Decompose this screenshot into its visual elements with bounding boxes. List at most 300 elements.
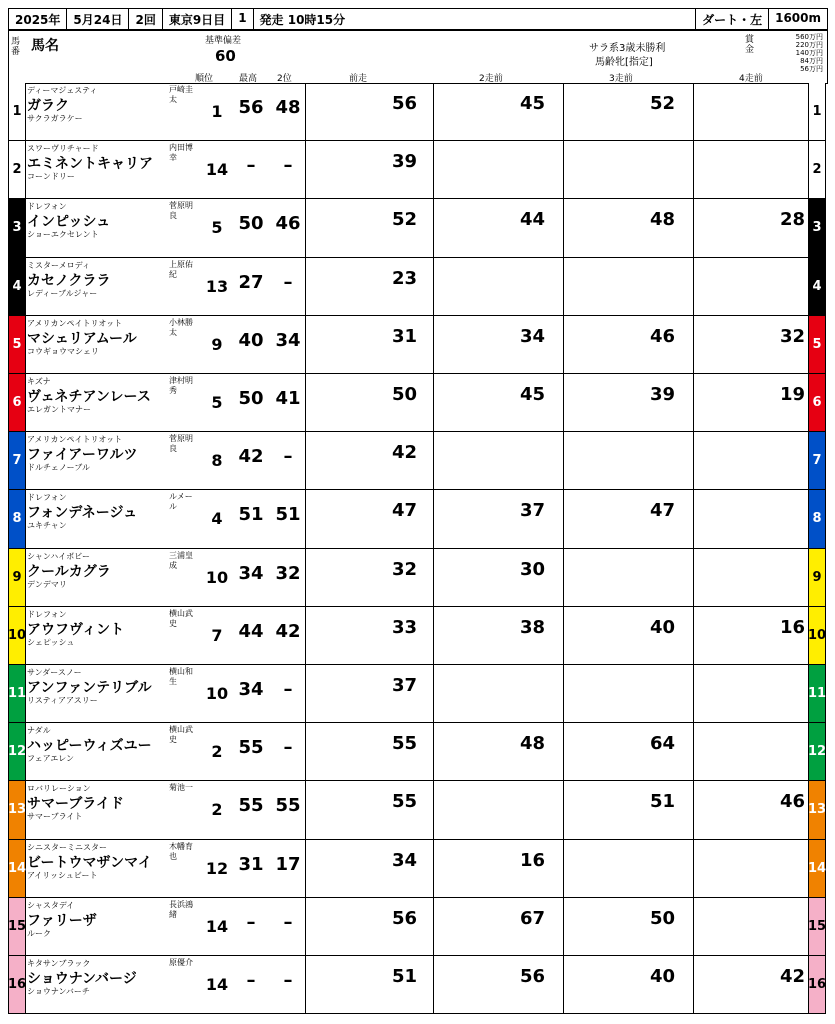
race-score: 47: [391, 500, 417, 522]
race-score: 16: [779, 616, 805, 638]
race-score: 42: [391, 442, 417, 464]
horse-jockey: 戸崎圭太: [169, 85, 193, 104]
race-divider: [433, 374, 434, 431]
horse-second: 55: [275, 795, 301, 817]
race-score: 50: [649, 907, 675, 929]
horse-dam: アイリッシュビート: [27, 870, 98, 880]
race-divider: [693, 607, 694, 664]
horse-number-right: 14: [808, 840, 825, 897]
race-divider: [305, 781, 306, 838]
horse-name[interactable]: アウフヴィント: [27, 621, 125, 638]
race-score: 28: [779, 209, 805, 231]
horse-name[interactable]: インピッシュ: [27, 214, 111, 231]
past-race-1[interactable]: [307, 958, 435, 1011]
past-race-3[interactable]: [565, 434, 693, 487]
horse-number-left: 2: [9, 141, 26, 198]
past-race-2[interactable]: [435, 201, 563, 254]
horse-sire: サンダースノー: [27, 668, 82, 677]
race-divider: [433, 432, 434, 489]
horse-number-left: 13: [9, 781, 26, 838]
horse-sire: シャスタデイ: [27, 900, 75, 910]
horse-jockey: 横山武史: [169, 608, 193, 628]
past-race-1[interactable]: [307, 85, 435, 138]
race-divider: [433, 549, 434, 606]
past-race-4[interactable]: [695, 958, 823, 1011]
horse-sire: アメリカンペイトリオット: [27, 318, 123, 328]
horse-name[interactable]: ビートウマザンマイ: [27, 854, 152, 871]
column-header: [8, 30, 828, 84]
horse-best: 50: [238, 388, 264, 409]
race-score: 51: [649, 791, 675, 813]
horse-best: 34: [238, 562, 264, 584]
horse-second: 17: [275, 853, 301, 875]
past-race-4[interactable]: [695, 900, 823, 953]
past-race-4[interactable]: [695, 842, 823, 895]
horse-number-left: 7: [9, 432, 26, 489]
horse-row[interactable]: [8, 83, 826, 141]
race-score: 37: [391, 675, 417, 696]
horse-jockey: 横山和生: [169, 667, 193, 686]
past-race-2[interactable]: [435, 434, 563, 487]
horse-jockey: 木幡育也: [169, 841, 193, 861]
race-divider: [433, 723, 434, 780]
prize-label: 賞金: [745, 35, 755, 55]
race-divider: [563, 83, 564, 140]
race-score: 34: [391, 849, 417, 871]
past-race-4[interactable]: [695, 318, 823, 371]
race-score: 40: [649, 616, 675, 638]
race-divider: [563, 723, 564, 780]
horse-row[interactable]: [8, 956, 826, 1014]
race-score: 52: [391, 209, 417, 231]
race-score: 40: [649, 966, 675, 987]
past-race-4[interactable]: [695, 783, 823, 836]
race-divider: [433, 490, 434, 547]
race-surface: ダート・左: [696, 9, 769, 29]
past-race-1[interactable]: [307, 725, 435, 778]
past-race-3[interactable]: [565, 492, 693, 545]
horse-name[interactable]: ファリーザ: [27, 912, 97, 929]
base-dev-label: 基準偏差: [205, 36, 242, 46]
race-divider: [433, 141, 434, 198]
race-score: 47: [649, 500, 675, 522]
horse-name[interactable]: エミネントキャリア: [27, 156, 153, 173]
horse-number-left: 9: [9, 549, 26, 606]
col-best: 最高: [239, 74, 258, 84]
race-year: 2025年: [9, 9, 67, 29]
race-score: 39: [649, 384, 675, 405]
race-score: 45: [519, 384, 545, 405]
race-number: 1: [232, 9, 253, 29]
col-prev3: 3走前: [609, 74, 633, 84]
race-score: 56: [391, 93, 417, 114]
past-race-3[interactable]: [565, 667, 693, 720]
past-race-4[interactable]: [695, 143, 823, 196]
race-divider: [563, 898, 564, 955]
horse-row[interactable]: [8, 432, 826, 490]
horse-number-right: 13: [808, 781, 825, 838]
horse-number-left: 3: [9, 199, 26, 256]
race-score: 67: [519, 907, 545, 929]
horse-name[interactable]: サマーブライド: [27, 796, 124, 813]
horse-sire: アメリカンペイトリオット: [27, 435, 123, 445]
horse-dam: ユキチャン: [27, 521, 67, 531]
past-race-1[interactable]: [307, 434, 435, 487]
past-race-2[interactable]: [435, 551, 563, 604]
horse-name[interactable]: アンファンテリブル: [27, 680, 152, 696]
horse-number-left: 8: [9, 490, 26, 547]
horse-row[interactable]: [8, 665, 826, 723]
race-header: [8, 8, 828, 30]
race-score: 33: [391, 616, 417, 638]
prize-list: [796, 33, 823, 73]
horse-sire: ドレフォン: [27, 493, 67, 503]
horse-jockey: 小林勝太: [169, 317, 193, 337]
race-weight-rule: 馬齢牝[指定]: [595, 57, 653, 68]
horse-best: 55: [238, 795, 264, 817]
horse-number-right: 7: [808, 432, 825, 489]
prize-2: 220万円: [795, 41, 823, 49]
race-divider: [433, 898, 434, 955]
horse-sire: ディーマジェスティ: [27, 86, 98, 95]
horse-dam: サマーブライト: [27, 812, 83, 822]
horse-best: 44: [238, 620, 264, 642]
horse-second: –: [283, 679, 293, 700]
race-score: 46: [649, 325, 675, 347]
past-race-1[interactable]: [307, 900, 435, 953]
race-score: 30: [519, 558, 545, 580]
race-score: 38: [519, 616, 545, 638]
horse-sire: キタサンブラック: [27, 959, 91, 968]
horse-second: –: [283, 737, 293, 759]
past-race-4[interactable]: [695, 492, 823, 545]
horse-number-right: 1: [808, 83, 825, 140]
past-race-4[interactable]: [695, 667, 823, 720]
horse-dam: レディーブルジャー: [27, 288, 98, 298]
horse-row[interactable]: [8, 316, 826, 374]
race-divider: [433, 199, 434, 256]
past-race-3[interactable]: [565, 143, 693, 196]
race-divider: [693, 956, 694, 1013]
horse-second: –: [283, 446, 293, 468]
race-score: 55: [391, 733, 417, 755]
past-race-1[interactable]: [307, 201, 435, 254]
race-score: 48: [649, 209, 675, 231]
race-divider: [563, 374, 564, 431]
prize-4: 84万円: [800, 57, 823, 65]
race-score: 52: [649, 93, 675, 114]
race-score: 32: [391, 558, 417, 580]
past-race-2[interactable]: [435, 958, 563, 1011]
race-score: 42: [779, 966, 805, 987]
horse-rank: 7: [211, 625, 223, 645]
horse-jockey: 横山武史: [169, 725, 193, 745]
race-divider: [693, 665, 694, 722]
past-race-1[interactable]: [307, 376, 435, 429]
horse-number-left: 10: [9, 607, 26, 664]
race-divider: [693, 781, 694, 838]
horse-sire: ドレフォン: [27, 609, 67, 619]
race-divider: [693, 316, 694, 373]
past-race-1[interactable]: [307, 260, 435, 313]
race-score: 16: [519, 849, 545, 871]
past-race-4[interactable]: [695, 376, 823, 429]
horse-rank: 2: [211, 800, 223, 820]
horse-jockey: 菅原明良: [169, 434, 193, 454]
past-race-3[interactable]: [565, 260, 693, 313]
past-race-3[interactable]: [565, 201, 693, 254]
race-divider: [305, 490, 306, 547]
race-score: 31: [391, 325, 417, 347]
horse-name[interactable]: フォンデネージュ: [27, 505, 138, 522]
horse-jockey: ルメール: [169, 492, 193, 512]
horse-name[interactable]: ファイアーワルツ: [27, 447, 138, 464]
horse-second: 41: [275, 388, 301, 409]
race-course: 東京9日目: [163, 9, 232, 29]
race-divider: [433, 607, 434, 664]
past-race-1[interactable]: [307, 143, 435, 196]
race-divider: [563, 956, 564, 1013]
horse-number-right: 4: [808, 258, 825, 315]
horse-rank: 14: [205, 916, 229, 936]
horse-number-left: 12: [9, 723, 26, 780]
past-race-1[interactable]: [307, 667, 435, 720]
horse-best: 40: [238, 329, 264, 351]
horse-best: 42: [238, 446, 264, 468]
horse-best: –: [246, 911, 256, 933]
horse-rank: 1: [211, 102, 223, 122]
race-score: 55: [391, 791, 417, 813]
horse-dam: ドルチェノーブル: [27, 463, 90, 473]
race-divider: [563, 549, 564, 606]
past-race-3[interactable]: [565, 842, 693, 895]
horse-number-left: 6: [9, 374, 26, 431]
past-race-4[interactable]: [695, 434, 823, 487]
horse-number-right: 3: [808, 199, 825, 256]
past-race-2[interactable]: [435, 900, 563, 953]
race-divider: [693, 723, 694, 780]
horse-sire: ドレフォン: [27, 202, 67, 212]
past-race-2[interactable]: [435, 725, 563, 778]
horse-number-left: 14: [9, 840, 26, 897]
race-divider: [693, 374, 694, 431]
race-divider: [563, 141, 564, 198]
race-divider: [433, 83, 434, 140]
past-race-4[interactable]: [695, 260, 823, 313]
past-race-4[interactable]: [695, 85, 823, 138]
horse-rank: 10: [205, 684, 229, 704]
race-divider: [563, 432, 564, 489]
horse-best: 31: [238, 853, 264, 875]
horse-number-right: 12: [808, 723, 825, 780]
race-divider: [563, 490, 564, 547]
horse-dam: サクラガラケー: [27, 114, 83, 123]
past-race-1[interactable]: [307, 492, 435, 545]
horse-row[interactable]: [8, 840, 826, 898]
race-divider: [693, 840, 694, 897]
horse-best: 27: [238, 271, 264, 293]
race-divider: [563, 199, 564, 256]
horse-rank: 10: [205, 567, 229, 587]
horse-number-right: 16: [808, 956, 825, 1013]
horse-number-right: 2: [808, 141, 825, 198]
past-race-2[interactable]: [435, 492, 563, 545]
past-race-4[interactable]: [695, 609, 823, 662]
past-race-2[interactable]: [435, 667, 563, 720]
race-divider: [563, 840, 564, 897]
past-race-2[interactable]: [435, 260, 563, 313]
horse-dam: デンデマリ: [27, 579, 67, 589]
past-race-2[interactable]: [435, 85, 563, 138]
horse-dam: ショーエクセレント: [27, 230, 99, 240]
horse-number-right: 6: [808, 374, 825, 431]
horse-dam: エレガントマナー: [27, 405, 91, 414]
past-race-2[interactable]: [435, 609, 563, 662]
horse-sire: シニスターミニスター: [27, 842, 107, 852]
race-divider: [305, 840, 306, 897]
race-divider: [305, 607, 306, 664]
horse-second: 51: [275, 504, 301, 526]
race-score: 45: [519, 93, 545, 114]
horse-second: 46: [275, 213, 301, 235]
past-race-3[interactable]: [565, 609, 693, 662]
race-kai: 2回: [129, 9, 162, 29]
past-race-3[interactable]: [565, 551, 693, 604]
race-score: 56: [519, 966, 545, 987]
col-prev4: 4走前: [739, 74, 763, 84]
horse-row[interactable]: [8, 898, 826, 956]
horse-rank: 4: [211, 509, 223, 529]
col-second: 2位: [277, 74, 292, 84]
horse-dam: コウギョウマシェリ: [27, 346, 99, 356]
horse-row[interactable]: [8, 141, 826, 199]
horse-jockey: 上原佑紀: [169, 259, 193, 279]
race-divider: [305, 258, 306, 315]
past-race-3[interactable]: [565, 900, 693, 953]
race-divider: [693, 898, 694, 955]
prize-5: 56万円: [800, 65, 823, 73]
horse-rank: 8: [211, 451, 223, 471]
past-race-2[interactable]: [435, 842, 563, 895]
race-divider: [305, 83, 306, 140]
race-divider: [433, 956, 434, 1013]
race-score: 48: [519, 733, 545, 755]
race-divider: [563, 665, 564, 722]
race-divider: [305, 898, 306, 955]
race-divider: [305, 316, 306, 373]
race-divider: [433, 316, 434, 373]
race-divider: [693, 141, 694, 198]
horse-name[interactable]: ガラク: [27, 98, 69, 114]
horse-number-right: 15: [808, 898, 825, 955]
past-race-3[interactable]: [565, 958, 693, 1011]
horse-row[interactable]: [8, 258, 826, 316]
horse-best: –: [246, 155, 256, 177]
base-dev-value: 60: [215, 47, 236, 65]
past-race-2[interactable]: [435, 783, 563, 836]
horse-dam: シェピッシュ: [27, 637, 75, 647]
horse-number-left: 16: [9, 956, 26, 1013]
race-score: 51: [391, 966, 417, 987]
horse-number-right: 5: [808, 316, 825, 373]
horse-name[interactable]: クールカグラ: [27, 563, 111, 580]
horse-rank: 9: [211, 334, 223, 354]
past-race-1[interactable]: [307, 318, 435, 371]
horse-name[interactable]: マシェリアムール: [27, 330, 137, 347]
horse-jockey: 三浦皇成: [169, 550, 193, 570]
horse-second: 42: [275, 620, 301, 642]
past-race-4[interactable]: [695, 201, 823, 254]
race-divider: [693, 258, 694, 315]
horse-row[interactable]: [8, 374, 826, 432]
past-race-1[interactable]: [307, 842, 435, 895]
race-divider: [433, 840, 434, 897]
horse-number-right: 8: [808, 490, 825, 547]
race-score: 39: [391, 151, 417, 173]
horse-number-left: 15: [9, 898, 26, 955]
horse-row[interactable]: [8, 490, 826, 548]
race-divider: [305, 665, 306, 722]
past-race-3[interactable]: [565, 783, 693, 836]
race-distance: 1600m: [775, 11, 821, 25]
past-race-3[interactable]: [565, 318, 693, 371]
past-race-2[interactable]: [435, 318, 563, 371]
past-race-3[interactable]: [565, 376, 693, 429]
past-race-1[interactable]: [307, 609, 435, 662]
past-race-3[interactable]: [565, 725, 693, 778]
horse-rank: 13: [205, 276, 229, 296]
horse-jockey: 菊池一: [169, 783, 193, 793]
horse-sire: シャンハイボビー: [27, 551, 90, 561]
horse-second: 34: [275, 329, 301, 351]
race-divider: [305, 723, 306, 780]
horse-jockey: 原優介: [169, 958, 193, 967]
past-race-2[interactable]: [435, 143, 563, 196]
past-race-4[interactable]: [695, 725, 823, 778]
col-name: 馬名: [31, 38, 59, 54]
horse-row[interactable]: [8, 549, 826, 607]
horse-row[interactable]: [8, 199, 826, 257]
horse-name[interactable]: ハッピーウィズユー: [27, 738, 152, 755]
past-race-4[interactable]: [695, 551, 823, 604]
horse-row[interactable]: [8, 607, 826, 665]
race-score: 56: [391, 907, 417, 929]
horse-best: 55: [238, 737, 264, 759]
horse-best: 34: [238, 679, 264, 700]
horse-number-right: 9: [808, 549, 825, 606]
horse-rank: 14: [205, 160, 229, 180]
horse-jockey: 長浜鴻緒: [169, 899, 193, 919]
past-race-1[interactable]: [307, 551, 435, 604]
prize-3: 140万円: [795, 49, 823, 57]
race-divider: [305, 956, 306, 1013]
horse-name[interactable]: ヴェネチアンレース: [27, 389, 151, 405]
horse-name[interactable]: カセノクララ: [27, 272, 111, 289]
horse-row[interactable]: [8, 723, 826, 781]
horse-name[interactable]: ショウナンバージ: [27, 971, 137, 987]
race-divider: [563, 781, 564, 838]
horse-dam: ショウナンバーチ: [27, 987, 90, 996]
horse-row[interactable]: [8, 781, 826, 839]
horse-jockey: 内田博幸: [169, 143, 193, 163]
horse-number-left: 1: [9, 83, 26, 140]
past-race-3[interactable]: [565, 85, 693, 138]
race-score: 32: [779, 325, 805, 347]
past-race-1[interactable]: [307, 783, 435, 836]
past-race-2[interactable]: [435, 376, 563, 429]
race-score: 37: [519, 500, 545, 522]
col-prev1: 前走: [349, 74, 368, 84]
